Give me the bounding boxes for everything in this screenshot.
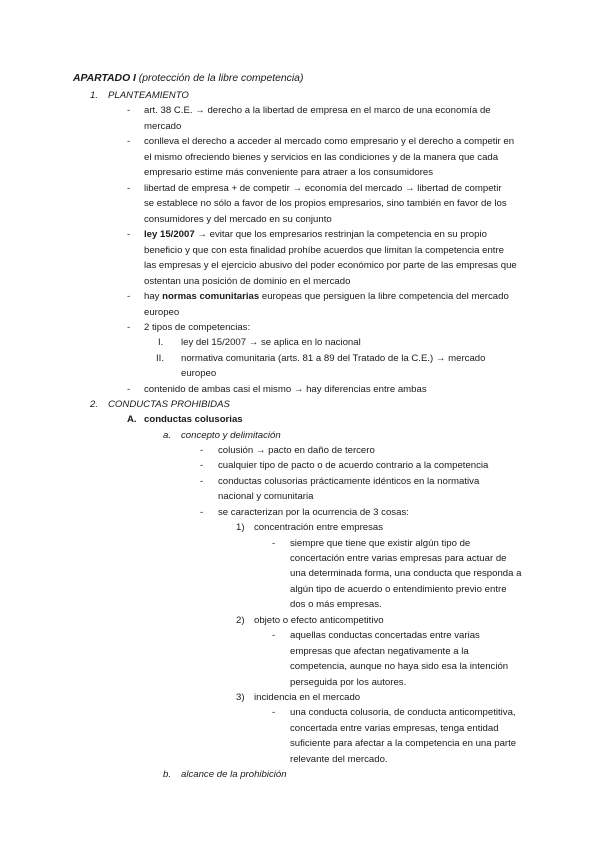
dash-bullet: - bbox=[127, 229, 131, 240]
section-title: CONDUCTAS PROHIBIDAS bbox=[108, 399, 230, 410]
dash-bullet: - bbox=[200, 507, 204, 518]
text-line: aquellas conductas concertadas entre varias bbox=[290, 630, 480, 641]
dash-bullet: - bbox=[200, 476, 204, 487]
item-title: objeto o efecto anticompetitivo bbox=[254, 615, 384, 626]
text-line: normativa comunitaria (arts. 81 a 89 del Tratado de la C.E.) → mercado bbox=[181, 353, 486, 364]
dash-bullet: - bbox=[127, 105, 131, 116]
text-line: ostentan una posición de dominio en el mercado bbox=[144, 276, 351, 287]
text-line: cualquier tipo de pacto o de acuerdo contrario a la competencia bbox=[218, 460, 489, 471]
dash-bullet: - bbox=[127, 384, 131, 395]
dash-bullet: - bbox=[200, 445, 204, 456]
text-line: dos o más empresas. bbox=[290, 599, 382, 610]
text-line: relevante del mercado. bbox=[290, 754, 388, 765]
text-line: se establece no sólo a favor de los propios empresarios, sino también en favor de los bbox=[144, 198, 507, 209]
subsection-title: concepto y delimitación bbox=[181, 430, 281, 441]
text-line: europeo bbox=[181, 368, 217, 379]
text-line: conlleva el derecho a acceder al mercado como empresario y el derecho a competir en bbox=[144, 136, 515, 147]
text-line: colusión → pacto en daño de tercero bbox=[218, 445, 375, 456]
text-line: algún tipo de acuerdo o entendimiento previo entre bbox=[290, 584, 507, 595]
dash-bullet: - bbox=[127, 322, 131, 333]
text-line: contenido de ambas casi el mismo → hay diferencias entre ambas bbox=[144, 384, 427, 395]
section-title: PLANTEAMIENTO bbox=[108, 90, 189, 101]
subsection-title: alcance de la prohibición bbox=[181, 769, 287, 780]
section-number: 1. bbox=[90, 90, 99, 101]
text-line: ley 15/2007 → evitar que los empresarios restrinjan la competencia en su propio bbox=[144, 229, 487, 240]
item-number: 3) bbox=[236, 692, 245, 703]
dash-bullet: - bbox=[200, 460, 204, 471]
text-line: conductas colusorias prácticamente idénticos en la normativa bbox=[218, 476, 480, 487]
text-line: perseguida por los autores. bbox=[290, 677, 407, 688]
text-line: concertación entre varias empresas para actuar de bbox=[290, 553, 507, 564]
text-line: 2 tipos de competencias: bbox=[144, 322, 251, 333]
text-line: concertada entre varias empresas, tenga entidad bbox=[290, 723, 499, 734]
text-line: libertad de empresa + de competir → economía del mercado → libertad de competir bbox=[144, 183, 502, 194]
text-line: una determinada forma, una conducta que responda a bbox=[290, 568, 522, 579]
text-line: mercado bbox=[144, 121, 182, 132]
text-line: competencia, aunque no haya sido esa la intención bbox=[290, 661, 509, 672]
text-line: ley del 15/2007 → se aplica en lo nacional bbox=[181, 337, 361, 348]
text-line: una conducta colusoria, de conducta anticompetitiva, bbox=[290, 707, 516, 718]
subsection-title: conductas colusorias bbox=[144, 414, 243, 425]
dash-bullet: - bbox=[272, 707, 276, 718]
text-line: nacional y comunitaria bbox=[218, 491, 314, 502]
subsection-letter: a. bbox=[163, 430, 172, 441]
text-line: empresario estime más conveniente para atraer a los consumidores bbox=[144, 167, 434, 178]
dash-bullet: - bbox=[272, 538, 276, 549]
text-line: empresas que afectan negativamente a la bbox=[290, 646, 469, 657]
apartado-heading: APARTADO I (protección de la libre competencia) bbox=[73, 73, 304, 84]
text-line: consumidores y del mercado en su conjunto bbox=[144, 214, 332, 225]
subsection-letter: A. bbox=[127, 414, 137, 425]
dash-bullet: - bbox=[127, 183, 131, 194]
dash-bullet: - bbox=[127, 136, 131, 147]
roman-numeral: I. bbox=[158, 337, 164, 348]
text-line: siempre que tiene que existir algún tipo de bbox=[290, 538, 471, 549]
section-number: 2. bbox=[90, 399, 99, 410]
text-line: beneficio y que con esta finalidad prohíbe acuerdos que limitan la competencia entre bbox=[144, 245, 504, 256]
item-title: concentración entre empresas bbox=[254, 522, 384, 533]
roman-numeral: II. bbox=[156, 353, 164, 364]
text-line: las empresas y el ejercicio abusivo del poder económico por parte de las empresas que bbox=[144, 260, 517, 271]
item-number: 2) bbox=[236, 615, 245, 626]
text-line: se caracterizan por la ocurrencia de 3 cosas: bbox=[218, 507, 409, 518]
dash-bullet: - bbox=[127, 291, 131, 302]
text-line: hay normas comunitarias europeas que persiguen la libre competencia del mercado bbox=[144, 291, 509, 302]
text-line: el mismo ofreciendo bienes y servicios en las condiciones y de la manera que cada bbox=[144, 152, 499, 163]
text-line: suficiente para afectar a la competencia en una parte bbox=[290, 738, 517, 749]
item-title: incidencia en el mercado bbox=[254, 692, 361, 703]
text-line: europeo bbox=[144, 307, 180, 318]
subsection-letter: b. bbox=[163, 769, 172, 780]
dash-bullet: - bbox=[272, 630, 276, 641]
text-line: art. 38 C.E. → derecho a la libertad de empresa en el marco de una economía de bbox=[144, 105, 491, 116]
item-number: 1) bbox=[236, 522, 245, 533]
